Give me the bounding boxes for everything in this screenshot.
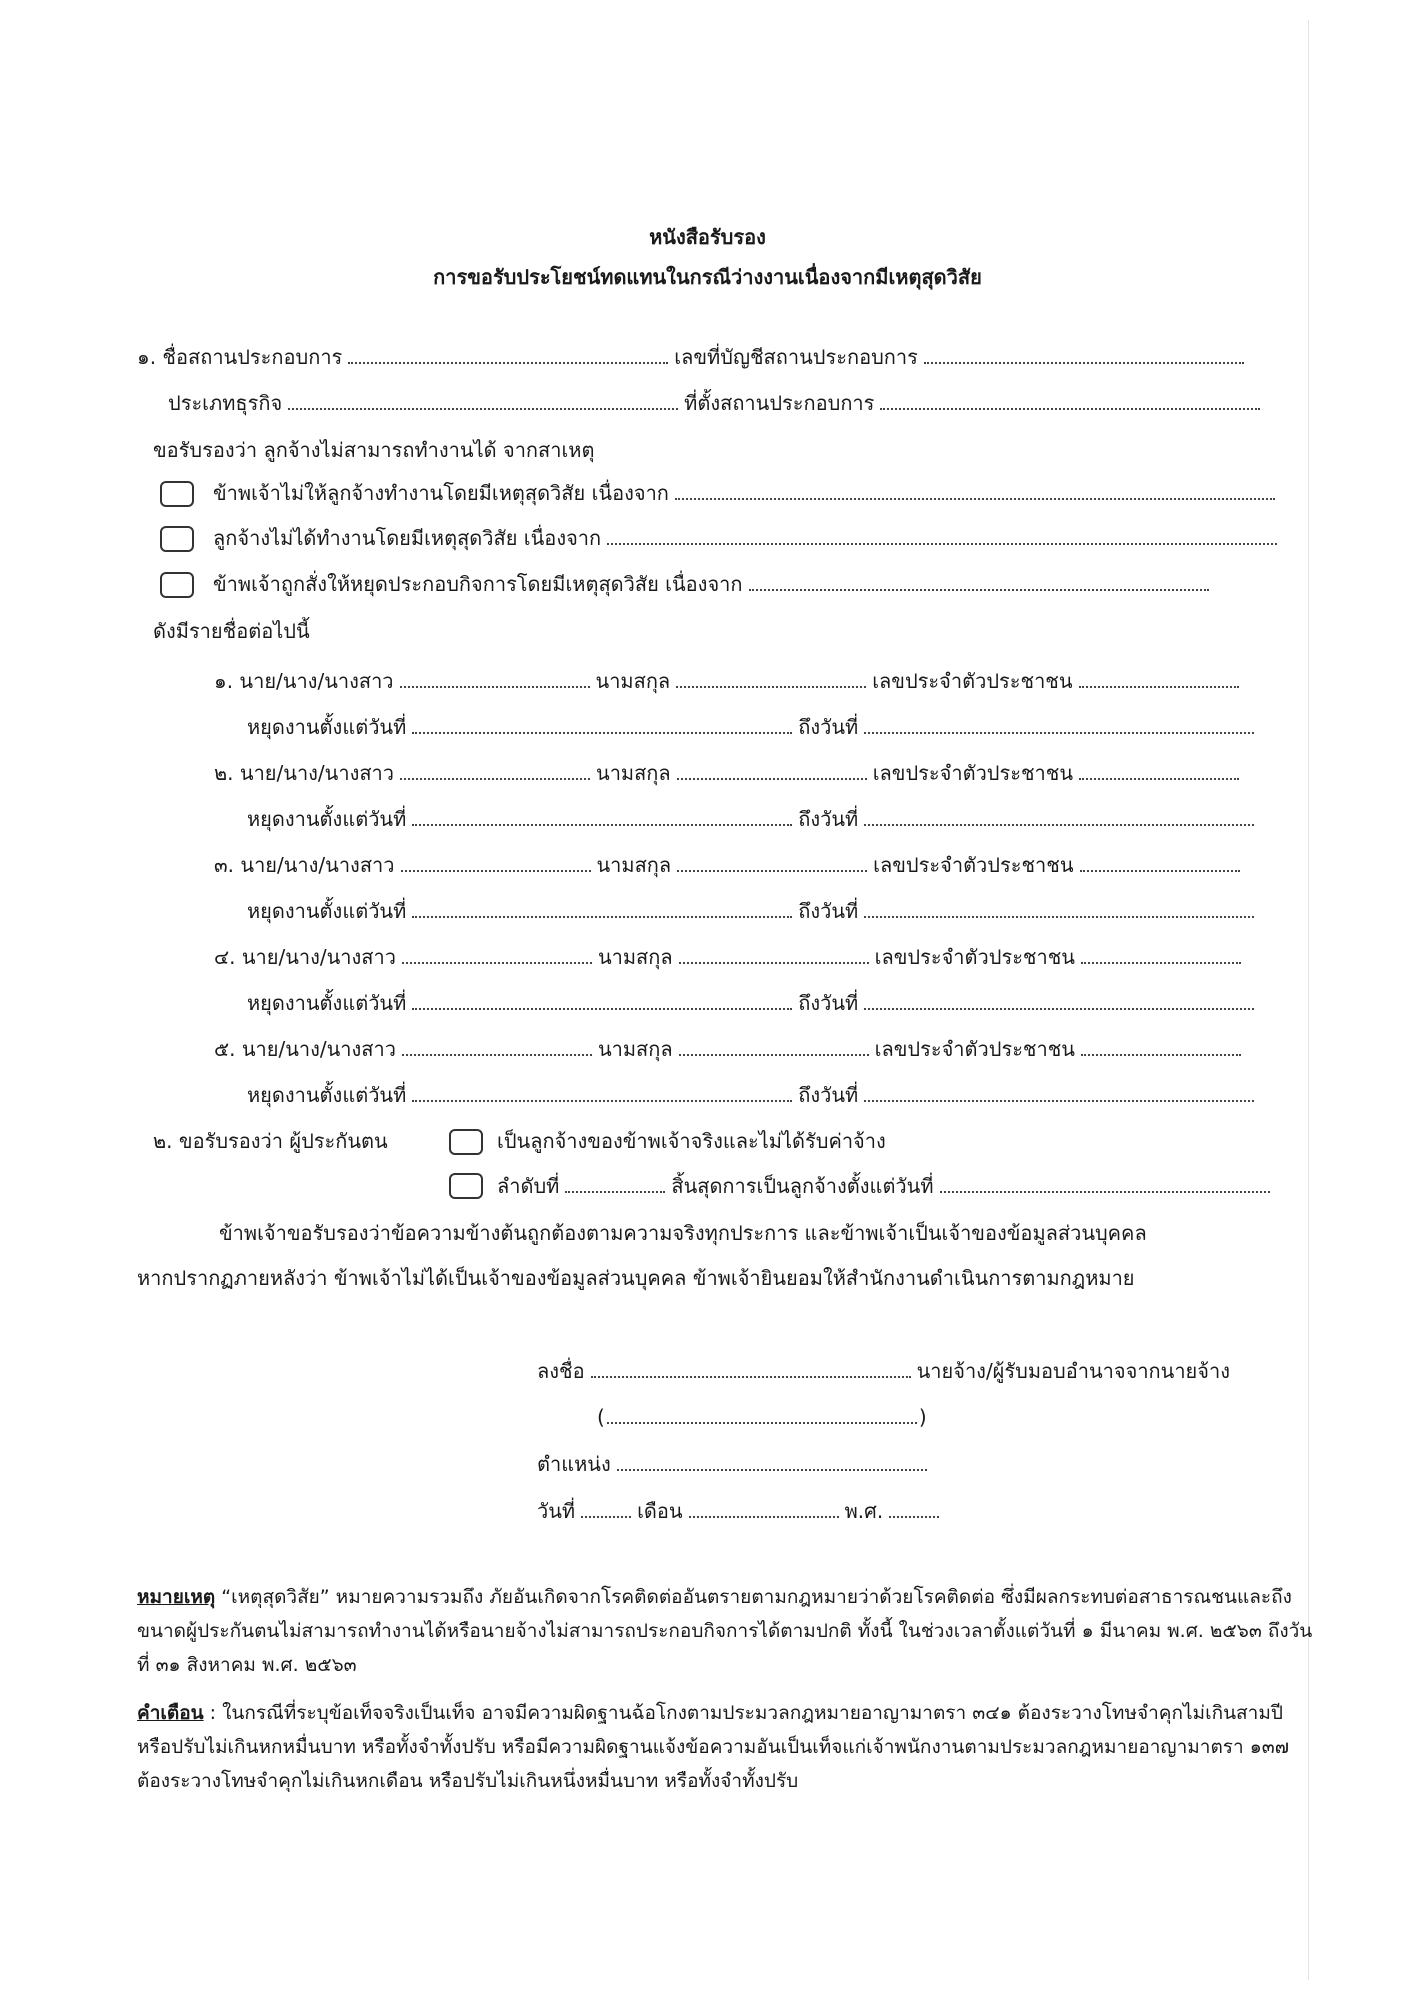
employee-row [214, 943, 1247, 971]
business-type-label: ประเภทธุรกิจ [168, 391, 283, 415]
cause-checkbox-1[interactable] [160, 481, 194, 507]
order-number-label: ลำดับที่ [497, 1174, 560, 1198]
cause-row-1 [213, 479, 1281, 507]
list-intro: ดังมีรายชื่อต่อไปนี้ [153, 619, 310, 643]
warning-text: : ในกรณีที่ระบุข้อเท็จจริงเป็นเท็จ อาจมีความผิดฐานฉ้อโกงตามประมวลกฎหมายอาญามาตรา ๓๔๑ ต้องระวางโทษจำคุกไม่เกินสามปี หรือปรับไม่เกินหกหมื่นบาท หรือทั้งจำทั้งปรับ หรือมีความผิดฐานแจ้งข้อความอันเป็นเท็จแก่เจ้าพนักงานตามประมวลกฎหมายอาญามาตรา ๑๓๗ ต้องระวางโทษจำคุกไม่เกินหกเดือน หรือปรับไม่เกินหนึ่งหมื่นบาท หรือทั้งจำทั้งปรับ [137, 1702, 1290, 1792]
cause-row-2 [213, 524, 1283, 552]
cause-row-3 [213, 570, 1215, 598]
employee-name-field[interactable] [400, 668, 590, 688]
employee-name-label: นาย/นาง/นางสาว [239, 761, 395, 785]
employee-id-field[interactable] [1081, 944, 1241, 964]
note-paragraph [137, 1580, 1322, 1682]
stop-from-field[interactable] [412, 806, 792, 826]
cause-label-1: ข้าพเจ้าไม่ให้ลูกจ้างทำงานโดยมีเหตุสุดวิสัย เนื่องจาก [213, 481, 669, 505]
cause-label-2: ลูกจ้างไม่ได้ทำงานโดยมีเหตุสุดวิสัย เนื่องจาก [213, 526, 602, 550]
stop-from-field[interactable] [412, 714, 792, 734]
insured-option-label-1: เป็นลูกจ้างของข้าพเจ้าจริงและไม่ได้รับค่าจ้าง [497, 1129, 886, 1153]
employee-surname-label: นามสกุล [596, 761, 671, 785]
employee-dates-row [247, 713, 1260, 741]
stop-from-label: หยุดงานตั้งแต่วันที่ [247, 899, 407, 923]
month-field[interactable] [689, 1498, 839, 1518]
location-label: ที่ตั้งสถานประกอบการ [684, 391, 875, 415]
insured-option-checkbox-2[interactable] [449, 1173, 483, 1199]
employee-id-field[interactable] [1081, 1036, 1241, 1056]
stop-from-field[interactable] [412, 1082, 792, 1102]
insured-option-checkbox-1[interactable] [449, 1129, 483, 1155]
stop-to-field[interactable] [864, 806, 1254, 826]
employee-id-label: เลขประจำตัวประชาชน [873, 853, 1074, 877]
employee-surname-field[interactable] [676, 668, 866, 688]
signer-role: นายจ้าง/ผู้รับมอบอำนาจจากนายจ้าง [916, 1359, 1230, 1383]
signature-field[interactable] [591, 1358, 911, 1378]
cause-field-3[interactable] [749, 571, 1209, 591]
stop-to-label: ถึงวันที่ [798, 1083, 859, 1107]
employee-row [214, 851, 1246, 879]
employee-number: ๕. [214, 1037, 236, 1061]
employee-id-label: เลขประจำตัวประชาชน [872, 669, 1073, 693]
employer-name-row [137, 343, 1250, 371]
employee-surname-label: นามสกุล [596, 853, 672, 877]
employer-name-field[interactable] [348, 344, 668, 364]
employee-number: ๒. [214, 761, 234, 785]
cause-intro: ขอรับรองว่า ลูกจ้างไม่สามารถทำงานได้ จากสาเหตุ [153, 438, 595, 462]
stop-from-field[interactable] [412, 990, 792, 1010]
year-field[interactable] [889, 1498, 939, 1518]
stop-to-label: ถึงวันที่ [798, 715, 859, 739]
cause-label-3: ข้าพเจ้าถูกสั่งให้หยุดประกอบกิจการโดยมีเหตุสุดวิสัย เนื่องจาก [213, 572, 743, 596]
stop-from-label: หยุดงานตั้งแต่วันที่ [247, 715, 407, 739]
employee-dates-row [247, 1081, 1260, 1109]
employee-id-field[interactable] [1079, 668, 1239, 688]
stop-from-label: หยุดงานตั้งแต่วันที่ [247, 807, 407, 831]
employee-name-label: นาย/นาง/นางสาว [240, 853, 395, 877]
employee-name-field[interactable] [400, 760, 590, 780]
employee-id-label: เลขประจำตัวประชาชน [872, 761, 1074, 785]
document-subtitle: การขอรับประโยชน์ทดแทนในกรณีว่างงานเนื่องจากมีเหตุสุดวิสัย [433, 265, 982, 289]
end-employment-label: สิ้นสุดการเป็นลูกจ้างตั้งแต่วันที่ [671, 1174, 934, 1198]
sign-date-row [537, 1497, 945, 1525]
employee-number: ๔. [214, 945, 236, 969]
stop-to-field[interactable] [864, 714, 1254, 734]
employee-name-field[interactable] [402, 1036, 592, 1056]
employee-surname-field[interactable] [677, 852, 867, 872]
document-title: หนังสือรับรอง [649, 225, 766, 249]
employee-dates-row [247, 897, 1260, 925]
stop-from-field[interactable] [412, 898, 792, 918]
end-employment-field[interactable] [940, 1173, 1270, 1193]
employee-name-field[interactable] [402, 944, 592, 964]
note-text: “เหตุสุดวิสัย” หมายความรวมถึง ภัยอันเกิดจากโรคติดต่ออันตรายตามกฎหมายว่าด้วยโรคติดต่อ ซึ่งมีผลกระทบต่อสาธารณชนและถึงขนาดผู้ประกันตนไม่สามารถทำงานได้หรือนายจ้างไม่สามารถประกอบกิจการได้ตามปกติ ทั้งนี้ ในช่วงเวลาตั้งแต่วันที่ ๑ มีนาคม พ.ศ. ๒๕๖๓ ถึงวันที่ ๓๑ สิงหาคม พ.ศ. ๒๕๖๓ [137, 1586, 1313, 1676]
cause-field-2[interactable] [607, 525, 1277, 545]
employee-id-label: เลขประจำตัวประชาชน [874, 945, 1075, 969]
employee-id-field[interactable] [1080, 852, 1240, 872]
employee-surname-field[interactable] [677, 760, 867, 780]
stop-to-label: ถึงวันที่ [798, 991, 859, 1015]
business-type-field[interactable] [288, 390, 678, 410]
account-number-label: เลขที่บัญชีสถานประกอบการ [674, 345, 918, 369]
account-number-field[interactable] [924, 344, 1244, 364]
close-paren: ) [918, 1405, 927, 1429]
stop-from-label: หยุดงานตั้งแต่วันที่ [247, 991, 407, 1015]
note-label: หมายเหตุ [137, 1586, 216, 1608]
stop-to-field[interactable] [864, 898, 1254, 918]
declaration-line-1: ข้าพเจ้าขอรับรองว่าข้อความข้างต้นถูกต้องตามความจริงทุกประการ และข้าพเจ้าเป็นเจ้าของข้อมูลส่วนบุคคล [219, 1221, 1147, 1245]
stop-to-label: ถึงวันที่ [798, 899, 859, 923]
declaration-line-2: หากปรากฏภายหลังว่า ข้าพเจ้าไม่ได้เป็นเจ้าของข้อมูลส่วนบุคคล ข้าพเจ้ายินยอมให้สำนักงานดำเนินการตามกฎหมาย [137, 1266, 1135, 1290]
cause-field-1[interactable] [675, 480, 1275, 500]
cause-checkbox-3[interactable] [160, 572, 194, 598]
warning-paragraph [137, 1696, 1322, 1798]
employee-surname-field[interactable] [679, 944, 869, 964]
employee-id-label: เลขประจำตัวประชาชน [874, 1037, 1075, 1061]
printed-name-row [597, 1403, 927, 1431]
stop-to-field[interactable] [864, 1082, 1254, 1102]
employee-row [214, 667, 1245, 695]
employee-name-label: นาย/นาง/นางสาว [239, 669, 394, 693]
employee-row [214, 759, 1245, 787]
employee-row [214, 1035, 1247, 1063]
page-edge-line [1308, 20, 1309, 1980]
stop-to-field[interactable] [864, 990, 1254, 1010]
employee-dates-row [247, 805, 1260, 833]
employee-surname-label: นามสกุล [597, 945, 673, 969]
signature-row [537, 1357, 1230, 1385]
employee-number: ๓. [214, 853, 235, 877]
employee-name-label: นาย/นาง/นางสาว [241, 945, 396, 969]
date-label: วันที่ [537, 1499, 576, 1523]
employee-dates-row [247, 989, 1260, 1017]
position-label: ตำแหน่ง [537, 1452, 611, 1476]
employee-surname-field[interactable] [679, 1036, 869, 1056]
open-paren: ( [597, 1405, 605, 1429]
cause-checkbox-2[interactable] [160, 526, 194, 552]
stop-to-label: ถึงวันที่ [798, 807, 859, 831]
section2-label: ๒. ขอรับรองว่า ผู้ประกันตน [153, 1129, 388, 1153]
location-field[interactable] [880, 390, 1260, 410]
stop-from-label: หยุดงานตั้งแต่วันที่ [247, 1083, 407, 1107]
employee-name-field[interactable] [401, 852, 591, 872]
employee-number: ๑. [214, 669, 234, 693]
day-field[interactable] [581, 1498, 631, 1518]
insured-option-row-2 [497, 1172, 1276, 1200]
position-field[interactable] [617, 1451, 927, 1471]
position-row [537, 1450, 933, 1478]
month-label: เดือน [637, 1499, 683, 1523]
employee-surname-label: นามสกุล [595, 669, 671, 693]
order-number-field[interactable] [565, 1173, 665, 1193]
business-type-row [168, 389, 1266, 417]
employer-name-label: ๑. ชื่อสถานประกอบการ [137, 345, 343, 369]
sign-label: ลงชื่อ [537, 1359, 585, 1383]
employee-name-label: นาย/นาง/นางสาว [241, 1037, 396, 1061]
printed-name-field[interactable] [607, 1404, 917, 1424]
year-label: พ.ศ. [844, 1499, 884, 1523]
employee-id-field[interactable] [1079, 760, 1239, 780]
warning-label: คำเตือน [137, 1702, 204, 1724]
employee-surname-label: นามสกุล [597, 1037, 673, 1061]
